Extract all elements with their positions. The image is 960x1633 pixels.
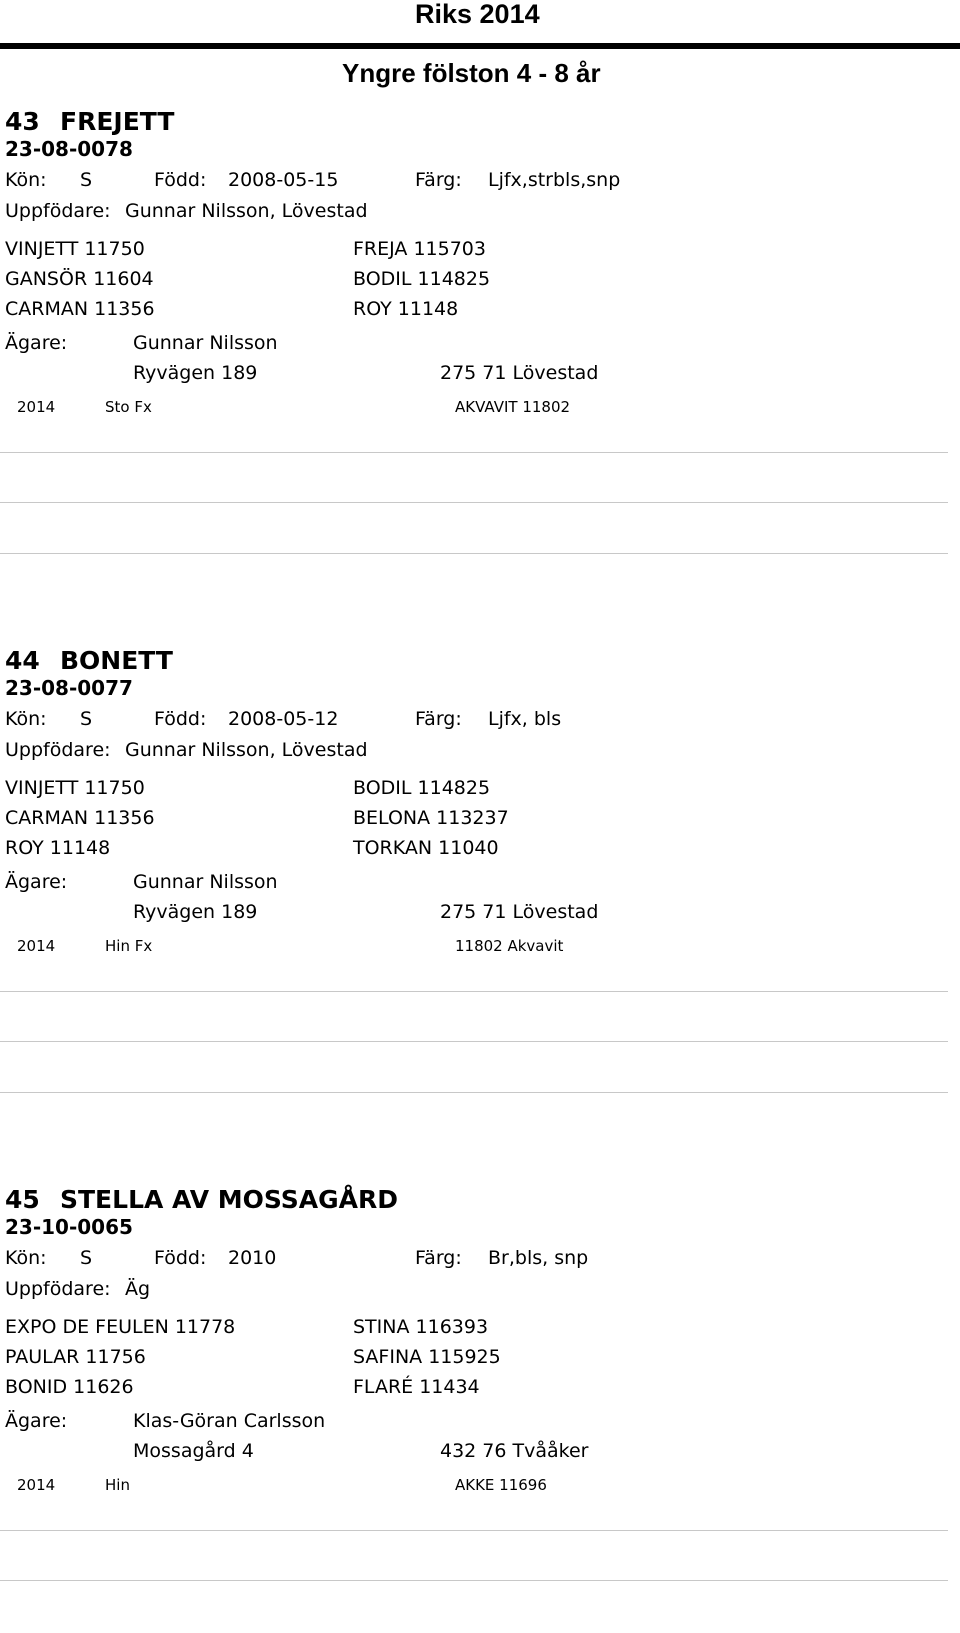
year: 2014 bbox=[17, 937, 56, 955]
covering-stallion: AKVAVIT 11802 bbox=[455, 398, 571, 416]
divider bbox=[0, 991, 948, 992]
sex-label: Kön: bbox=[5, 1247, 47, 1269]
born-label: Född: bbox=[154, 1247, 207, 1269]
sex-value: S bbox=[80, 708, 93, 730]
pedigree-sire-dam-sire: ROY 11148 bbox=[5, 837, 111, 859]
owner-label: Ägare: bbox=[5, 871, 68, 893]
covering-stallion: 11802 Akvavit bbox=[455, 937, 564, 955]
mare-status: Sto Fx bbox=[105, 398, 152, 416]
pedigree-dam-sire: SAFINA 115925 bbox=[353, 1346, 501, 1368]
pedigree-sire: EXPO DE FEULEN 11778 bbox=[5, 1316, 236, 1338]
divider bbox=[0, 553, 948, 554]
mare-status: Hin Fx bbox=[105, 937, 153, 955]
owner-city: 432 76 Tvååker bbox=[440, 1440, 589, 1462]
class-title: Yngre fölston 4 - 8 år bbox=[342, 58, 601, 88]
pedigree-dam-dam-sire: FLARÉ 11434 bbox=[353, 1376, 480, 1398]
pedigree-dam-dam-sire: ROY 11148 bbox=[353, 298, 459, 320]
year: 2014 bbox=[17, 1476, 56, 1494]
pedigree-sire-dam-sire: BONID 11626 bbox=[5, 1376, 134, 1398]
color-value: Ljfx,strbls,snp bbox=[488, 169, 621, 191]
pedigree-sire: VINJETT 11750 bbox=[5, 238, 145, 260]
breeder-label: Uppfödare: bbox=[5, 1278, 111, 1300]
divider bbox=[0, 1041, 948, 1042]
horse-name: FREJETT bbox=[60, 107, 175, 136]
entry-number: 43 bbox=[5, 107, 40, 136]
sex-value: S bbox=[80, 1247, 93, 1269]
sex-label: Kön: bbox=[5, 169, 47, 191]
covering-stallion: AKKE 11696 bbox=[455, 1476, 547, 1494]
pedigree-sire-dam-sire: CARMAN 11356 bbox=[5, 298, 155, 320]
owner-name: Gunnar Nilsson bbox=[133, 332, 278, 354]
horse-name: BONETT bbox=[60, 646, 173, 675]
pedigree-dam: FREJA 115703 bbox=[353, 238, 486, 260]
pedigree-sire-sire: GANSÖR 11604 bbox=[5, 268, 154, 290]
pedigree-dam-sire: BODIL 114825 bbox=[353, 268, 491, 290]
divider bbox=[0, 1580, 948, 1581]
breeder-label: Uppfödare: bbox=[5, 739, 111, 761]
entry-number: 45 bbox=[5, 1185, 40, 1214]
divider bbox=[0, 502, 948, 503]
color-label: Färg: bbox=[415, 1247, 462, 1269]
born-label: Född: bbox=[154, 169, 207, 191]
owner-street: Mossagård 4 bbox=[133, 1440, 254, 1462]
divider bbox=[0, 1092, 948, 1093]
breeder-value: Gunnar Nilsson, Lövestad bbox=[125, 200, 368, 222]
entry-number: 44 bbox=[5, 646, 40, 675]
sex-label: Kön: bbox=[5, 708, 47, 730]
divider bbox=[0, 1530, 948, 1531]
born-value: 2008-05-12 bbox=[228, 708, 339, 730]
breeder-value: Gunnar Nilsson, Lövestad bbox=[125, 739, 368, 761]
breeder-label: Uppfödare: bbox=[5, 200, 111, 222]
pedigree-sire: VINJETT 11750 bbox=[5, 777, 145, 799]
registration-number: 23-08-0078 bbox=[5, 137, 133, 161]
born-label: Född: bbox=[154, 708, 207, 730]
owner-street: Ryvägen 189 bbox=[133, 362, 258, 384]
mare-status: Hin bbox=[105, 1476, 130, 1494]
page-title: Riks 2014 bbox=[415, 0, 540, 29]
registration-number: 23-10-0065 bbox=[5, 1215, 133, 1239]
owner-street: Ryvägen 189 bbox=[133, 901, 258, 923]
horse-name: STELLA AV MOSSAGÅRD bbox=[60, 1185, 398, 1214]
color-label: Färg: bbox=[415, 169, 462, 191]
sex-value: S bbox=[80, 169, 93, 191]
pedigree-sire-sire: PAULAR 11756 bbox=[5, 1346, 146, 1368]
pedigree-dam: BODIL 114825 bbox=[353, 777, 491, 799]
registration-number: 23-08-0077 bbox=[5, 676, 133, 700]
owner-name: Klas-Göran Carlsson bbox=[133, 1410, 326, 1432]
breeder-value: Äg bbox=[125, 1278, 151, 1300]
year: 2014 bbox=[17, 398, 56, 416]
color-label: Färg: bbox=[415, 708, 462, 730]
born-value: 2008-05-15 bbox=[228, 169, 339, 191]
owner-name: Gunnar Nilsson bbox=[133, 871, 278, 893]
pedigree-dam-sire: BELONA 113237 bbox=[353, 807, 509, 829]
owner-city: 275 71 Lövestad bbox=[440, 362, 599, 384]
pedigree-dam: STINA 116393 bbox=[353, 1316, 489, 1338]
owner-label: Ägare: bbox=[5, 332, 68, 354]
divider bbox=[0, 452, 948, 453]
pedigree-sire-sire: CARMAN 11356 bbox=[5, 807, 155, 829]
pedigree-dam-dam-sire: TORKAN 11040 bbox=[353, 837, 499, 859]
color-value: Br,bls, snp bbox=[488, 1247, 589, 1269]
owner-label: Ägare: bbox=[5, 1410, 68, 1432]
header-rule bbox=[0, 43, 960, 49]
color-value: Ljfx, bls bbox=[488, 708, 562, 730]
owner-city: 275 71 Lövestad bbox=[440, 901, 599, 923]
born-value: 2010 bbox=[228, 1247, 277, 1269]
